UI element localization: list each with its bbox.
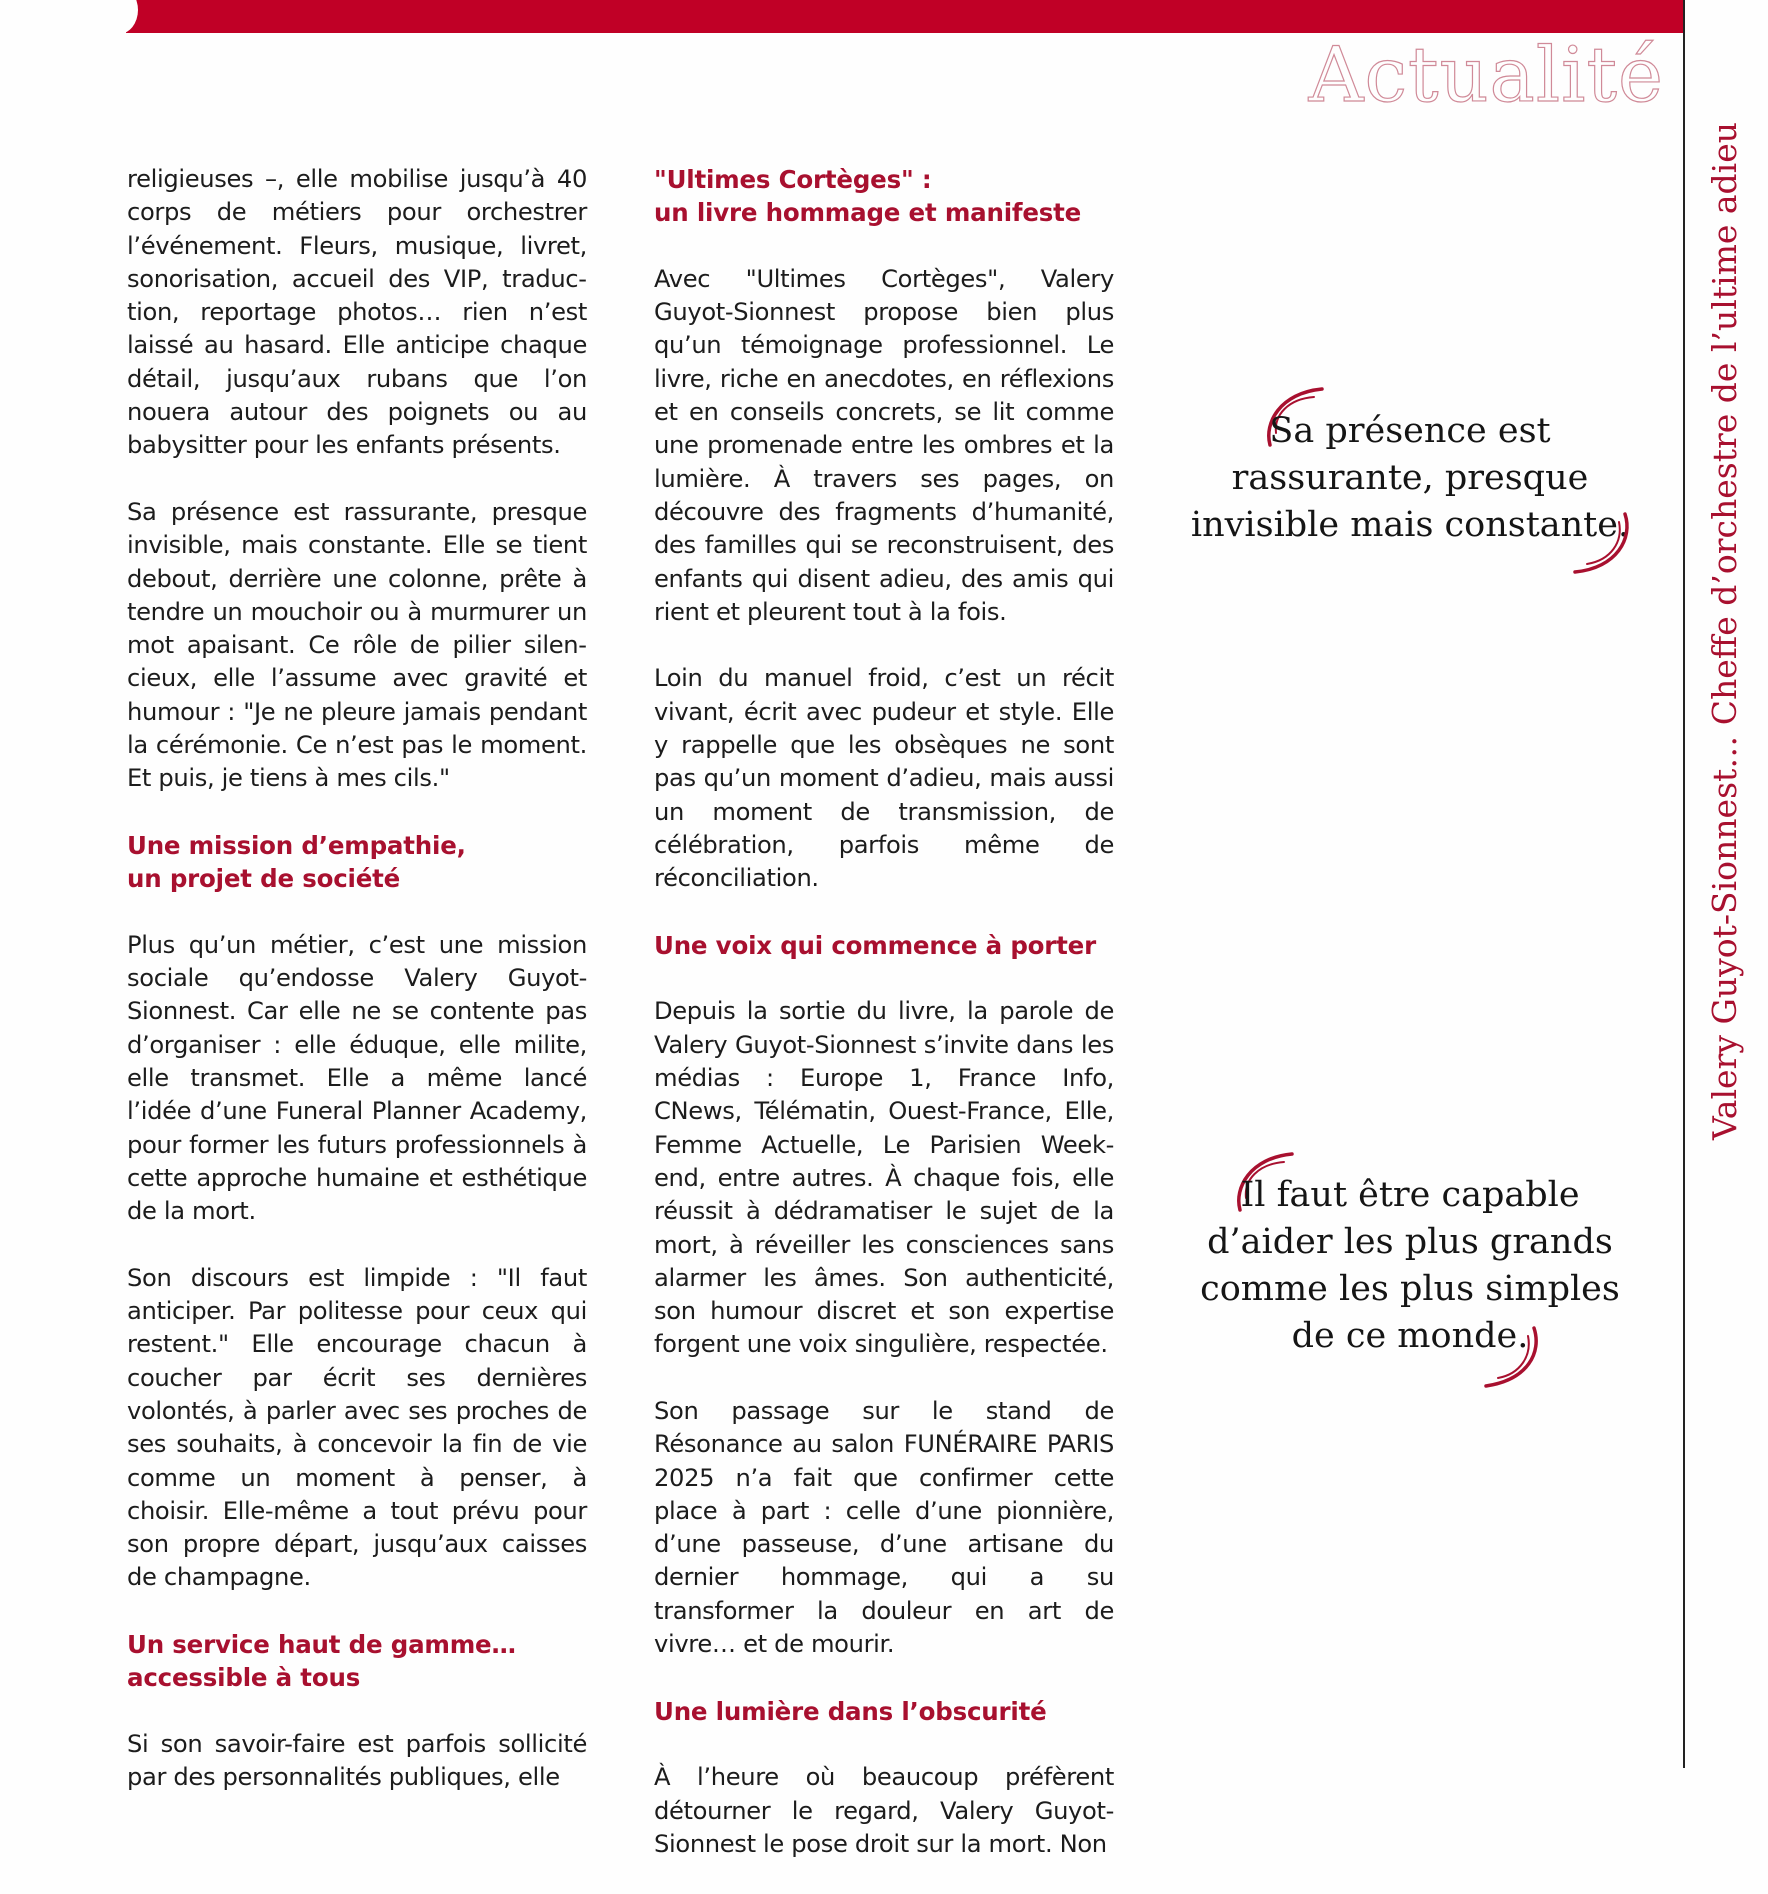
body-paragraph: Avec "Ultimes Cortèges", Valery Guyot-Sionnest propose bien plus qu’un témoignage professionnel. Le livre, riche en anecdotes, en réflexions et en conseils concrets, se lit comme une promenade entre les ombres et la lumière. À travers ses pages, on découvre des fragments d’humanité, des familles qui se reconstruisent, des enfants qui disent adieu, des amis qui rient et pleurent tout à la fois. (654, 264, 1114, 626)
pull-quote-line: Sa présence est (1269, 411, 1551, 451)
vertical-running-title: Valery Guyot-Sionnest… Cheffe d’orchestre de l’ultime adieu (1705, 121, 1744, 1140)
section-heading (127, 829, 587, 896)
body-paragraph: Plus qu’un métier, c’est une mission sociale qu’endosse Valery Guyot-Sionnest. Car elle ne se contente pas d’organiser : elle éduque, elle milite, elle transmet. Elle a même lancé l’idée d’une Funeral Planner Academy, pour former les futurs professionnels à cette approche humaine et esthétique de la mort. (127, 930, 587, 1226)
right-margin-rule (1683, 0, 1685, 1768)
section-label: Actualité (1308, 30, 1664, 119)
section-heading: Une voix qui commence à porter (654, 930, 1096, 960)
section-heading-line: un livre hommage et manifeste (654, 198, 1082, 228)
pull-quote (1190, 1172, 1630, 1360)
pull-quote-line: de ce monde. (1291, 1316, 1529, 1356)
body-paragraph: Loin du manuel froid, c’est un récit vivant, écrit avec pudeur et style. Elle y rappelle que les obsèques ne sont pas qu’un moment d’adieu, mais aussi un moment de transmission, de célébration, parfois même de réconciliation. (654, 664, 1114, 893)
pull-quote-line: d’aider les plus grands (1207, 1222, 1613, 1262)
body-paragraph: À l’heure où beaucoup préfèrent détourner le regard, Valery Guyot-Sionnest le pose droit sur la mort. Non (654, 1763, 1114, 1858)
section-heading (654, 163, 1114, 230)
pull-quote-line: comme les plus simples (1200, 1269, 1620, 1309)
section-heading-line: un projet de société (127, 864, 401, 894)
body-paragraph: religieuses –, elle mobilise jusqu’à 40 corps de métiers pour orchestrer l’événement. Fleurs, musique, livret, sonorisation, accueil des VIP, traduction, reportage photos… rien n’est laissé au hasard. Elle anticipe chaque détail, jusqu’aux rubans que l’on nouera autour des poignets ou au babysitter pour les enfants présents. (127, 165, 587, 460)
section-heading (127, 1628, 587, 1695)
body-paragraph: Si son savoir-faire est parfois sollicité par des personnalités publiques, elle (127, 1729, 587, 1792)
quote-close-swoosh-icon (1478, 1322, 1548, 1392)
section-heading-line: accessible à tous (127, 1663, 361, 1693)
body-paragraph: Depuis la sortie du livre, la parole de Valery Guyot-Sionnest s’invite dans les médias : Europe 1, France Info, CNews, Télématin, Ouest-France, Elle, Femme Actuelle, Le Parisien Week-end, entre autres. À chaque fois, elle réussit à dédramatiser le sujet de la mort, à réveiller les consciences sans alarmer les âmes. Son authenticité, son humour discret et son expertise forgent une voix singulière, respectée. (654, 997, 1114, 1359)
section-heading-line: Une mission d’empathie, (127, 830, 466, 860)
section-heading-line: Un service haut de gamme… (127, 1630, 516, 1660)
pull-quote-line: invisible mais constante. (1190, 505, 1630, 545)
pull-quote-line: rassurante, presque (1231, 458, 1589, 498)
section-heading-line: "Ultimes Cortèges" : (654, 165, 932, 194)
pull-quote-line: Il faut être capable (1240, 1175, 1580, 1215)
quote-close-swoosh-icon (1565, 508, 1635, 578)
body-paragraph: Son passage sur le stand de Résonance au salon FUNÉRAIRE PARIS 2025 n’a fait que confirmer cette place à part : celle d’une pionnière, d’une passeuse, d’une artisane du dernier hommage, qui a su transformer la douleur en art de vivre… et de mourir. (654, 1396, 1114, 1659)
top-accent-bar (126, 0, 1684, 33)
section-heading: Une lumière dans l’obscurité (654, 1696, 1047, 1726)
body-paragraph: Son discours est limpide : "Il faut anticiper. Par politesse pour ceux qui restent." Elle encourage chacun à coucher par écrit ses dernières volontés, à parler avec ses proches de ses souhaits, à concevoir la fin de vie comme un moment à penser, à choisir. Elle-même a tout prévu pour son propre départ, jusqu’aux caisses de champagne. (127, 1263, 587, 1592)
left-column (127, 163, 587, 1828)
body-paragraph: Sa présence est rassurante, presque invisible, mais constante. Elle se tient debout, derrière une colonne, prête à tendre un mouchoir ou à murmurer un mot apaisant. Ce rôle de pilier silencieux, elle l’assume avec gravité et humour : "Je ne pleure jamais pendant la cérémonie. Ce n’est pas le moment. Et puis, je tiens à mes cils." (127, 497, 587, 793)
middle-column (654, 163, 1114, 1894)
